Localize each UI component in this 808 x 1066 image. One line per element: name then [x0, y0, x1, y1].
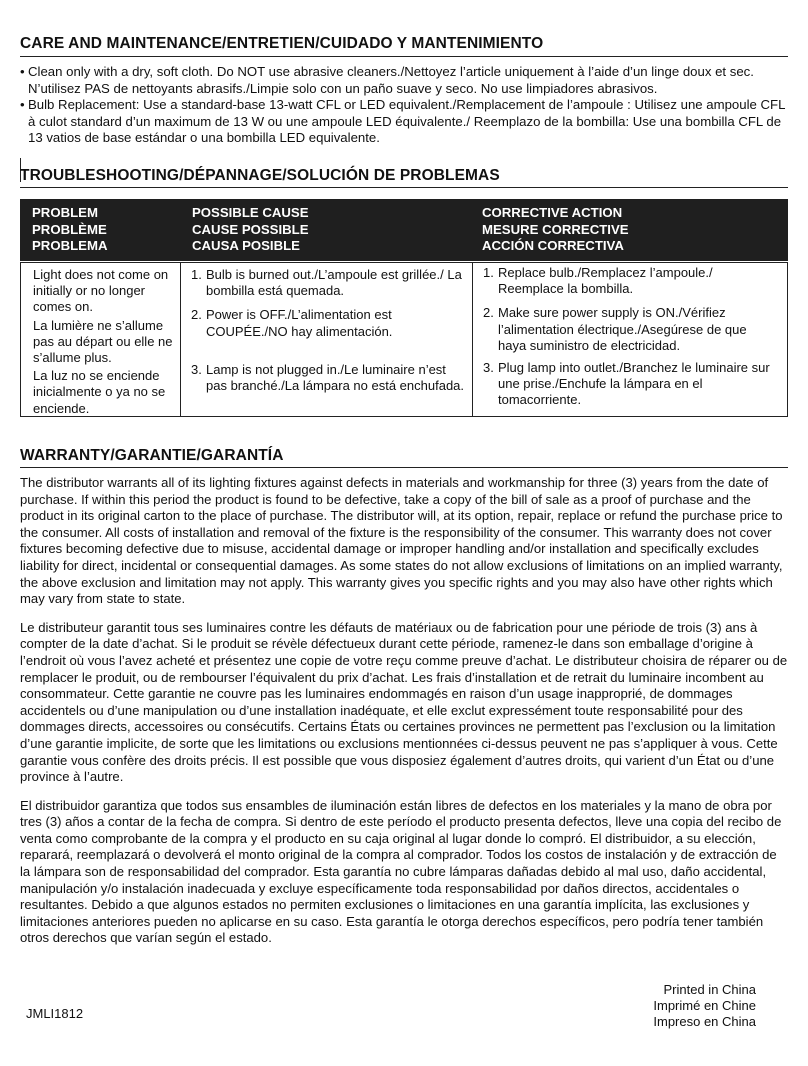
- care-section: [20, 64, 790, 147]
- header-cause-en: POSSIBLE CAUSE: [192, 205, 309, 220]
- cause-num: 1.: [191, 267, 202, 282]
- cause-cell: [180, 263, 472, 416]
- problem-fr: La lumière ne s’allume pas au départ ou elle ne s’allume plus.: [33, 317, 173, 366]
- action-cell: [472, 263, 787, 416]
- warranty-heading-rule: [20, 467, 788, 468]
- action-num: 2.: [483, 305, 494, 321]
- action-text: Replace bulb./Remplacez l’ampoule./ Reemplace la bombilla.: [498, 265, 713, 297]
- problem-en: Light does not come on initially or no longer comes on.: [33, 267, 169, 315]
- action-num: 3.: [483, 360, 494, 376]
- action-num: 1.: [483, 265, 494, 280]
- care-heading: CARE AND MAINTENANCE/ENTRETIEN/CUIDADO Y MANTENIMIENTO: [20, 35, 544, 52]
- action-text: Plug lamp into outlet./Branchez le luminaire sur une prise./Enchufe la lámpara en el tomacorriente.: [498, 360, 770, 408]
- action-item-3: [483, 360, 777, 409]
- cause-item-2: [191, 307, 464, 339]
- bullet-mark: •: [20, 97, 25, 113]
- problem-es: La luz no se enciende inicialmente o ya no se enciende.: [33, 368, 166, 416]
- warranty-fr: Le distributeur garantit tous ses luminaires contre les défauts de matériaux ou de fabrication pour une période de trois (3) ans à compter de la date d’achat. Si le produit se révèle défectueux durant cette période, ramenez-le dans son emballage d’origine à l’endroit où vous l’avez acheté et présentez une copie de votre reçu comme preuve d’achat. Le distributeur choisira de réparer ou de remplacer le produit, ou de rembourser l’équivalent du prix d’achat. Les frais d’installation et de retrait du luminaire incombent au consommateur. Cette garantie ne couvre pas les luminaires endommagés en raison d’un usage inapproprié, de dommages accidentels ou d’une manipulation ou d’une installation inadéquate, et elle exclut expressément toute responsabilité pour des dommages directs, accessoires ou consécutifs. Certains États ou certaines provinces ne permettent pas l’exclusion ou la limitation d’une garantie implicite, de sorte que les limitations ou exclusions mentionnées ci-dessus peuvent ne pas s’appliquer à vous. Cette garantie vous confère des droits précis. Il est possible que vous disposiez également d’autres droits, qui varient d’un État ou d’une province à l’autre.: [20, 619, 788, 785]
- troubleshooting-table-body: [20, 262, 788, 417]
- care-bullet-cleaning: [20, 64, 790, 97]
- cause-num: 2.: [191, 307, 202, 323]
- action-item-2: [483, 305, 777, 354]
- problem-cell: [21, 263, 180, 416]
- cause-item-1: [191, 267, 464, 299]
- header-cause: [192, 205, 309, 255]
- action-text: Make sure power supply is ON./Vérifiez l’alimentation électrique./Asegúrese de que haya suministro de electricidad.: [498, 305, 747, 353]
- header-action-en: CORRECTIVE ACTION: [482, 205, 623, 220]
- warranty-heading: WARRANTY/GARANTIE/GARANTÍA: [20, 447, 284, 464]
- cause-text: Lamp is not plugged in./Le luminaire n’est pas branché./La lámpara no está enchufada.: [206, 361, 465, 394]
- cause-text: Bulb is burned out./L’ampoule est grillée./ La bombilla está quemada.: [206, 267, 462, 299]
- care-bullet-text: Bulb Replacement: Use a standard-base 13-watt CFL or LED equivalent./Remplacement de l’ampoule : Utilisez une ampoule CFL à culot standard d’un maximum de 13 W ou une ampoule LED équivalente./ Reemplazo de la bombilla: Use una bombilla CFL de 13 vatios de base estándar o una bombilla LED equivalente.: [28, 97, 785, 146]
- header-cause-fr: CAUSE POSSIBLE: [192, 221, 309, 237]
- troubleshooting-heading-rule: [20, 187, 788, 188]
- header-cause-es: CAUSA POSIBLE: [192, 238, 300, 254]
- care-bullet-bulb: [20, 97, 790, 147]
- cause-item-3: [191, 362, 464, 394]
- header-problem-fr: PROBLÈME: [32, 221, 107, 237]
- troubleshooting-table-header: [20, 199, 788, 261]
- printed-en: Printed in China: [663, 982, 756, 997]
- header-problem-es: PROBLEMA: [32, 238, 108, 254]
- care-heading-rule: [20, 56, 788, 57]
- warranty-section: [20, 475, 788, 959]
- header-problem-en: PROBLEM: [32, 205, 98, 220]
- care-bullet-text: Clean only with a dry, soft cloth. Do NOT use abrasive cleaners./Nettoyez l’article uniquement à l’aide d’un linge doux et sec. N’utilisez PAS de nettoyants abrasifs./Limpie solo con un paño suave y seco. No use limpiadores abrasivos.: [28, 64, 754, 96]
- printed-in-china: [653, 982, 756, 1031]
- printed-fr: Imprimé en Chine: [653, 998, 756, 1014]
- cause-num: 3.: [191, 361, 202, 377]
- troubleshooting-heading: TROUBLESHOOTING/DÉPANNAGE/SOLUCIÓN DE PROBLEMAS: [20, 167, 500, 184]
- model-code: JMLI1812: [26, 1006, 84, 1021]
- warranty-en: The distributor warrants all of its lighting fixtures against defects in materials and workmanship for three (3) years from the date of purchase. If within this period the product is found to be defective, take a copy of the bill of sale as a proof of purchase and the product in its original carton to the place of purchase. The distributor will, at its option, repair, replace or refund the purchase price to the consumer. All costs of installation and removal of the fixture is the responsibility of the consumer. This warranty does not cover fixtures becoming defective due to misuse, accidental damage or improper handling and/or installation and specifically excludes liability for direct, incidental or consequential damages. As some states do not allow exclusions of limitations on an implied warranty, the above exclusion and limitation may not apply. This warranty gives you specific rights and you may also have other rights which may vary from state to state.: [20, 475, 783, 607]
- warranty-es: El distribuidor garantiza que todos sus ensambles de iluminación están libres de defectos en los materiales y la mano de obra por tres (3) años a contar de la fecha de compra. Si dentro de este período el producto presenta defectos, lleve una copia del recibo de venta como comprobante de la compra y el producto en su caja original al lugar donde lo compró. El distribuidor, a su elección, reparará, reemplazará o devolverá el monto original de la compra al comprador. Todos los costos de instalación y de extracción de la lámpara son de responsabilidad del comprador. Esta garantía no cubre lámparas dañadas debido al mal uso, daño accidental, manipulación y/o instalación inadecuada y excluye específicamente toda responsabilidad por daños directos, accidentales o resultantes. Debido a que algunos estados no permiten exclusiones o limitaciones en una garantía implícita, las exclusiones y limitaciones anteriores pueden no aplicarse en su caso. Esta garantía le otorga derechos específicos, pero podría tener también otros derechos que varían según el estado.: [20, 797, 782, 946]
- bullet-mark: •: [20, 64, 25, 79]
- header-problem: [32, 205, 107, 255]
- action-item-1: [483, 265, 777, 297]
- printed-es: Impreso en China: [653, 1014, 756, 1030]
- header-action: [482, 205, 629, 255]
- header-action-fr: MESURE CORRECTIVE: [482, 221, 629, 237]
- header-action-es: ACCIÓN CORRECTIVA: [482, 238, 624, 254]
- cause-text: Power is OFF./L’alimentation est COUPÉE./NO hay alimentación.: [206, 307, 393, 339]
